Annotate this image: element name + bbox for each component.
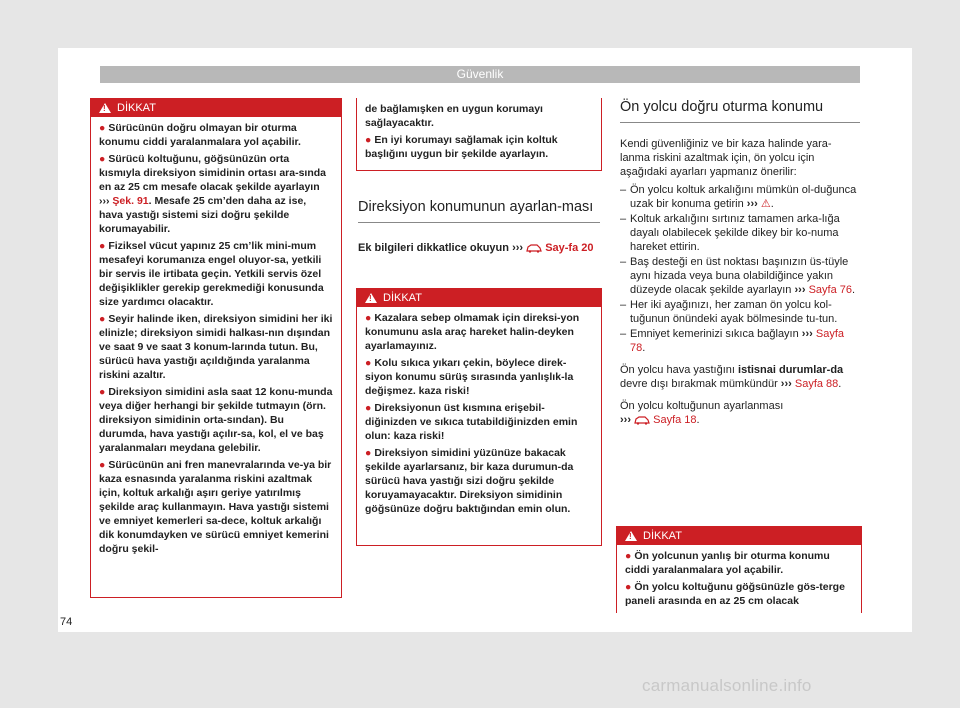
warning-header bbox=[357, 289, 601, 307]
figure-link[interactable]: Şek. 91 bbox=[112, 195, 149, 207]
airbag-paragraph: Ön yolcu hava yastığını istisnai durumlar-da devre dışı bırakmak mümkündür ››› Sayfa 88. bbox=[620, 364, 844, 390]
warning-header bbox=[617, 527, 861, 545]
warning-box-passenger bbox=[616, 526, 862, 613]
list-item: ● Sürücünün ani fren manevralarında ve-ya bir kaza esnasında yaralanma riskini azaltmak için, koltuk arkalığı aşırı geriye yatırılmış şekilde araç kullanmayın. Hava yastığı sistemi ve emniyet kemerleri sa-dece, koltuk arkalığı dik konumdayken ve sürücü emniyet kemerini doğru şekil- bbox=[99, 459, 332, 555]
page-link[interactable]: Sayfa 18 bbox=[653, 414, 697, 426]
intro-paragraph: Kendi güvenliğiniz ve bir kaza halinde yara-lanma riskini azaltmak için, ön yolcu için aşağıdaki ayarları yapmanız önerilir: bbox=[620, 138, 832, 178]
page-link[interactable]: Sayfa 76 bbox=[808, 284, 852, 296]
list-item: ● Seyir halinde iken, direksiyon simidini her iki elinizle; direksiyon simidi halkası-nın dışından ve saat 9 ve saat 3 konum-larında tutun. Bu, sürücü hava yastığı açıldığında yaralanma riskini azaltır. bbox=[99, 313, 333, 381]
warning-icon: ⚠ bbox=[760, 198, 771, 210]
watermark: carmanualsonline.info bbox=[642, 676, 812, 695]
warning-header bbox=[91, 99, 341, 117]
list-item: ● Direksiyon simidini asla saat 12 konu-munda veya diğer herhangi bir şekilde tutmayın (örn. direksiyon simidinin orta-sından). Bu durumda, hava yastığı açılır-sa, kol, el ve baş yaralanmaları meydana gelebilir. bbox=[99, 386, 333, 454]
list-item: – Koltuk arkalığını sırtınız tamamen arka-lığa dayalı olabilecek şekilde dikey bir ko-numa hareket ettirin. bbox=[620, 213, 840, 253]
info-reference: Ek bilgileri dikkatlice okuyun ››› Say-fa 20 bbox=[358, 242, 594, 254]
list-item: – Baş desteği en üst noktası başınızın üs-tüyle aynı hizada veya buna olabildiğince yakın düzeyde olacak şekilde ayarlayın ››› Sayfa 76. bbox=[620, 256, 856, 296]
list-item: ● Ön yolcu koltuğunu göğsünüzle gös-terge paneli arasında en az 25 cm olacak bbox=[625, 581, 845, 607]
warning-icon bbox=[625, 531, 637, 541]
page-link[interactable]: Say-fa 20 bbox=[545, 242, 594, 254]
section-header: Güvenlik bbox=[100, 66, 860, 83]
car-icon bbox=[634, 415, 650, 425]
section-heading-steering: Direksiyon konumunun ayarlan-ması bbox=[358, 199, 594, 215]
list-item: ● Kolu sıkıca yıkarı çekin, böylece direk-siyon konumu sürüş sırasında yanlışlık-la değişmez. kaza riski! bbox=[365, 357, 574, 397]
list-item: ● Direksiyon simidini yüzünüze bakacak şekilde ayarlarsanız, bir kaza durumun-da sürücü hava yastığı sizi doğru şekilde koruyamayacaktır. Direksiyon simidinin göğsünüze doğru baktığından emin olun. bbox=[365, 447, 574, 515]
list-item: ● Sürücü koltuğunu, göğsünüzün orta kısmıyla direksiyon simidinin ortası ara-sında en az 25 cm mesafe olacak şekilde ayarlayın ››› Şek. 91. Mesafe 25 cm’den daha az ise, hava yastığı sistemi sizi doğru şekilde korumayabilir. bbox=[99, 153, 327, 235]
list-item: ● Ön yolcunun yanlış bir oturma konumu ciddi yaralanmalara yol açabilir. bbox=[625, 550, 830, 576]
warning-icon bbox=[99, 103, 111, 113]
list-item: ● Fiziksel vücut yapınız 25 cm’lik mini-mum mesafeyi korumanıza engel oluyor-sa, yetkili bir servis ile irtibata geçin. Yetkili servis özel değişiklikler gerekip gerekmediği konusunda size yardımcı olacaktır. bbox=[99, 240, 324, 308]
page-link[interactable]: Sayfa 78 bbox=[630, 328, 844, 354]
list-item: – Emniyet kemerinizi sıkıca bağlayın ››› Sayfa 78. bbox=[620, 328, 844, 354]
warning-box-driver bbox=[90, 98, 342, 598]
page-link[interactable]: Sayfa 88 bbox=[794, 378, 839, 390]
list-item: – Her iki ayağınızı, her zaman ön yolcu kol-tuğunun önündeki ayak bölmesinde tu-tun. bbox=[620, 299, 838, 325]
car-icon bbox=[526, 243, 542, 253]
warning-title: DİKKAT bbox=[117, 102, 156, 114]
section-heading-passenger: Ön yolcu doğru oturma konumu bbox=[620, 99, 824, 115]
list-item: ● Sürücünün doğru olmayan bir oturma konumu ciddi yaralanmalara yol açabilir. bbox=[99, 122, 301, 148]
warning-box-steering bbox=[356, 288, 602, 546]
page-number: 74 bbox=[60, 616, 73, 628]
warning-title: DİKKAT bbox=[643, 530, 682, 542]
warning-title: DİKKAT bbox=[383, 292, 422, 304]
warning-box-continued bbox=[356, 98, 602, 171]
list-item: ● En iyi korumayı sağlamak için koltuk başlığını uygun bir şekilde ayarlayın. bbox=[365, 134, 558, 160]
warning-icon bbox=[365, 293, 377, 303]
list-item: – Ön yolcu koltuk arkalığını mümkün ol-duğunca uzak bir konuma getirin ››› ⚠. bbox=[620, 184, 857, 210]
seat-paragraph: Ön yolcu koltuğunun ayarlanması ››› Sayfa 18. bbox=[620, 400, 784, 426]
list-item: ● Direksiyonun üst kısmına erişebil-diğinizden ve sıkıca tutabildiğinizden emin olun: kaza riski! bbox=[365, 402, 578, 442]
list-item: de bağlamışken en uygun korumayı sağlayacaktır. bbox=[365, 103, 543, 129]
list-item: ● Kazalara sebep olmamak için direksi-yon konumunu asla araç hareket halin-deyken ayarlamayınız. bbox=[365, 312, 580, 352]
